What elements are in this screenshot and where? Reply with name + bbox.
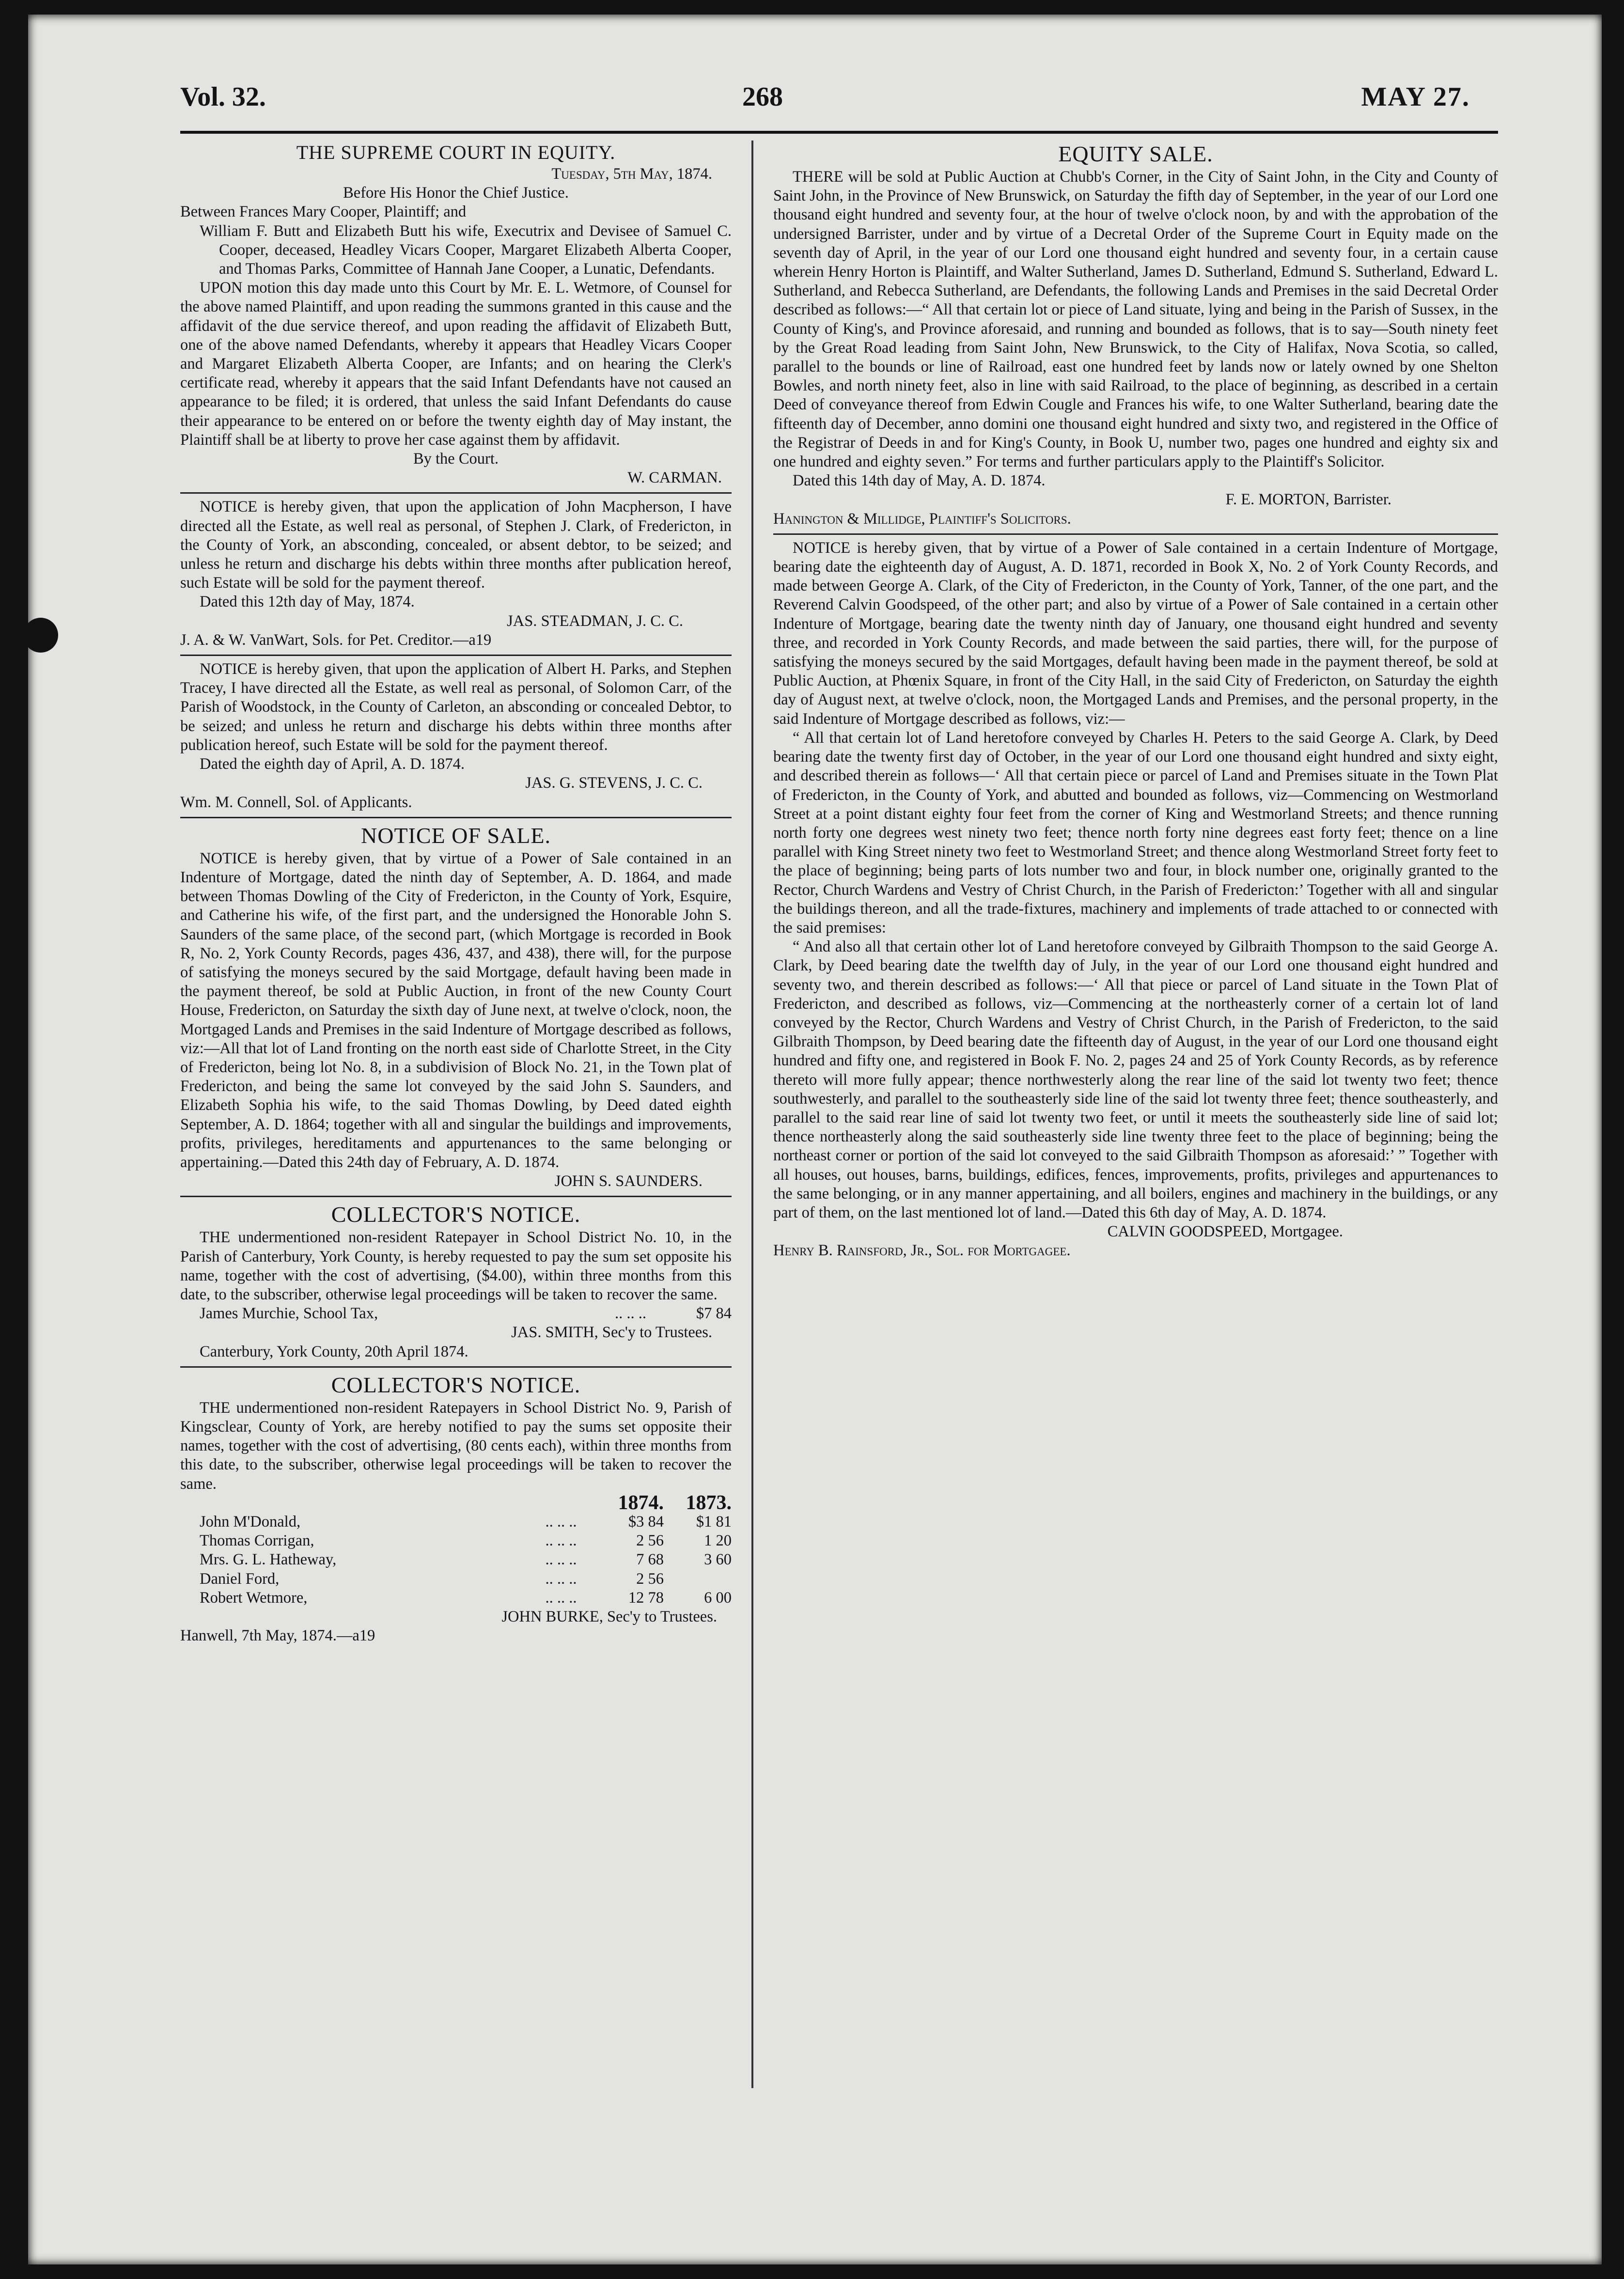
notice-solicitor: Wm. M. Connell, Sol. of Applicants.	[180, 793, 412, 811]
notice-before: Before His Honor the Chief Justice.	[343, 184, 569, 202]
notice-solicitor: Henry B. Rainsford, Jr., Sol. for Mortgagee.	[773, 1242, 1071, 1260]
parks-notice	[180, 660, 732, 812]
divider	[773, 533, 1498, 535]
notice-body: NOTICE is hereby given, that by virtue of a Power of Sale contained in an Indenture of Mortgage, dated the ninth day of September, A. D. 1864, and made between Thomas Dowling of the City of Fredericton, in the County of York, Esquire, and Catherine his wife, of the first part, and the undersigned the Honorable John S. Saunders of the same place, of the second part, (which Mortgage is recorded in Book R, No. 2, York County Records, pages 436, 437, and 438), there will, for the purpose of satisfying the moneys secured by the said Mortgage, default having been made in the payment thereof, be sold at Public Auction, in front of the new County Court House, Fredericton, on Saturday the sixth day of June next, at twelve o'clock, noon, the Mortgaged Lands and Premises in the said Indenture of Mortgage described as follows, viz:—All that lot of Land fronting on the north east side of Charlotte Street, in the City of Fredericton, being lot No. 8, in a subdivision of Block No. 21, in the Town plat of Fredericton, and being the same lot conveyed by the said John S. Saunders, and Elizabeth Sophia his wife, to the said Thomas Dowling, by Deed dated eighth September, A. D. 1864; together with all and singular the buildings and improvements, profits, privileges, hereditaments and appurtenances to the same belonging or appertaining.—Dated this 24th day of February, A. D. 1874.	[180, 849, 732, 1171]
amount-1873: 3 60	[704, 1551, 732, 1569]
notice-body: THERE will be sold at Public Auction at Chubb's Corner, in the City of Saint John, in the City and County of Saint John, in the Province of New Brunswick, on Saturday the fifth day of September, in the year of our Lord one thousand eight hundred and seventy four, at the hour of twelve o'clock noon, by and with the approbation of the undersigned Barrister, under and by virtue of a Decretal Order of the Supreme Court in Equity made on the seventh day of April, in the year of our Lord one thousand eight hundred and seventy four, in a certain cause wherein Henry Horton is Plaintiff, and Walter Sutherland, James D. Sutherland, Edmund S. Sutherland, Edward L. Sutherland, and Rebecca Sutherland, are Defendants, the following Lands and Premises in the said Decretal Order described as follows:—“ All that certain lot or piece of Land situate, lying and being in the Parish of Sussex, in the County of King's, and Province aforesaid, and running and bounded as follows, that is to say—South ninety feet by the Great Road leading from Saint John, New Brunswick, to the City of Halifax, Nova Scotia, so called, parallel to the bounds or line of Railroad, east one hundred feet by lands now or lately owned by one Shelton Bowles, and north ninety feet, also in line with said Railroad, to the place of beginning, as described in a certain Deed of conveyance thereof from Edwin Cougle and Frances his wife, to one Walter Sutherland, bearing date the fifteenth day of December, anno domini one thousand eight hundred and sixty two, and registered in the Office of the Registrar of Deeds in and for King's County, in Book U, number two, pages one hundred and eighty six and one hundred and eighty seven.” For terms and further particulars apply to the Plaintiff's Solicitor.	[773, 168, 1498, 471]
notice-dated: Dated this 14th day of May, A. D. 1874.	[793, 472, 1046, 490]
amount-1874: 2 56	[636, 1570, 664, 1588]
notice-signature: W. CARMAN.	[627, 469, 722, 487]
punch-hole	[23, 618, 58, 653]
amount-1874: 7 68	[636, 1551, 664, 1569]
divider	[180, 655, 732, 656]
ratepayer-table	[180, 1304, 732, 1323]
notice-signature: F. E. MORTON, Barrister.	[1225, 491, 1391, 509]
notice-body: THE undermentioned non-resident Ratepayers in School District No. 9, Parish of Kingsclear, County of York, are hereby notified to pay the sums set opposite their names, together with the cost of advertising, (80 cents each), within three months from this date, to the subscriber, otherwise legal proceedings will be taken to recover the same.	[180, 1399, 732, 1493]
ratepayer-name: Daniel Ford,	[200, 1570, 280, 1588]
notice-signature: JOHN S. SAUNDERS.	[554, 1172, 703, 1190]
table-row	[180, 1531, 732, 1550]
ratepayer-name: John M'Donald,	[200, 1513, 301, 1530]
leader-dots: .. .. ..	[545, 1513, 577, 1530]
amount-1874: $3 84	[628, 1513, 664, 1530]
page-header	[180, 81, 1470, 120]
right-column	[773, 140, 1498, 1261]
notice-place-date: Hanwell, 7th May, 1874.—a19	[180, 1627, 375, 1645]
amount-1874: 12 78	[628, 1589, 664, 1607]
notice-title: COLLECTOR'S NOTICE.	[331, 1372, 581, 1397]
notice-between: Between Frances Mary Cooper, Plaintiff; and	[180, 203, 467, 221]
year-1874-header: 1874.	[618, 1491, 664, 1514]
collectors-notice-canterbury	[180, 1201, 732, 1361]
leader-dots: .. .. ..	[545, 1589, 577, 1607]
amount-1873	[664, 1570, 732, 1589]
notice-parties: William F. Butt and Elizabeth Butt his wife, Executrix and Devisee of Samuel C. Cooper, deceased, Headley Vicars Cooper, Margaret Elizabeth Alberta Cooper, and Thomas Parks, Committee of Hannah Jane Cooper, a Lunatic, Defendants.	[200, 222, 732, 278]
page-number: 268	[742, 82, 783, 112]
notice-signature: JOHN BURKE, Sec'y to Trustees.	[501, 1608, 717, 1626]
leader-dots: .. .. ..	[545, 1551, 577, 1569]
notice-title: COLLECTOR'S NOTICE.	[331, 1202, 581, 1227]
divider	[180, 817, 732, 818]
notice-body: UPON motion this day made unto this Court by Mr. E. L. Wetmore, of Counsel for the above named Plaintiff, and upon reading the summons granted in this cause and the affidavit of the due service thereof, and upon reading the affidavit of Elizabeth Butt, one of the above named Defendants, whereby it appears that Headley Vicars Cooper and Margaret Elizabeth Alberta Cooper, are Infants; and on hearing the Clerk's certificate read, whereby it appears that the said Infant Defendants have not caused an appearance to be filed; it is ordered, that unless the said Infant Defendants do cause their appearance to be entered on or before the twenty eighth day of May instant, the Plaintiff shall be at liberty to prove her case against them by affidavit.	[180, 279, 732, 449]
notice-signature: JAS. G. STEVENS, J. C. C.	[525, 774, 703, 792]
notice-place-date: Canterbury, York County, 20th April 1874.	[200, 1342, 468, 1360]
leader-dots: .. .. ..	[545, 1532, 577, 1550]
table-row	[180, 1550, 732, 1569]
by-the-court: By the Court.	[413, 450, 499, 468]
leader-dots: .. .. ..	[545, 1570, 577, 1588]
ratepayer-name: Thomas Corrigan,	[200, 1532, 314, 1550]
notice-solicitors: Hanington & Millidge, Plaintiff's Solicitors.	[773, 510, 1071, 528]
supreme-court-equity-notice	[180, 140, 732, 487]
divider	[180, 1366, 732, 1368]
year-1873-header: 1873.	[686, 1491, 732, 1514]
notice-signature: JAS. SMITH, Sec'y to Trustees.	[511, 1324, 712, 1342]
column-rule	[751, 140, 753, 2088]
amount-1873: 6 00	[704, 1589, 732, 1607]
divider	[180, 492, 732, 494]
macpherson-notice	[180, 498, 732, 650]
amount: $7 84	[696, 1305, 732, 1323]
mortgage-sale-notice	[773, 539, 1498, 1261]
notice-paragraph-2: “ All that certain lot of Land heretofore conveyed by Charles H. Peters to the said George A. Clark, by Deed bearing date the twenty first day of October, in the year of our Lord one thousand eight hundred and sixty eight, and described therein as follows—‘ All that certain piece or parcel of Land and Premises situate in the Town Plat of Fredericton, in the County of York, and abutted and bounded as follows, viz—Commencing on Westmorland Street at a point distant eighty four feet from the corner of King and Westmorland Streets; and thence running north forty one degrees west ninety two feet; thence north forty nine degrees east forty feet; thence on a line parallel with King Street ninety two feet to Westmorland Street; and thence along Westmorland Street forty feet to the place of beginning; being parts of lots number two and four, in block number one, originally granted to the Rector, Church Wardens and Vestry of Christ Church, in the Parish of Fredericton:’ Together with all and singular the buildings thereon, and all the trade-fixtures, machinery and implements of trade attached to or connected with the said premises:	[773, 729, 1498, 937]
equity-sale-notice	[773, 140, 1498, 529]
notice-body: NOTICE is hereby given, that upon the application of Albert H. Parks, and Stephen Tracey, I have directed all the Estate, as well real as personal, of Solomon Carr, of the Parish of Woodstock, in the County of Carleton, an absconding or concealed Debtor, to be seized; and unless he return and discharge his debts within three months after publication hereof, such Estate will be sold for the payment thereof.	[180, 660, 732, 754]
ratepayer-name: Mrs. G. L. Hatheway,	[200, 1551, 337, 1569]
amount-1874: 2 56	[636, 1532, 664, 1550]
notice-signature: JAS. STEADMAN, J. C. C.	[507, 612, 683, 630]
notice-title: NOTICE OF SALE.	[361, 823, 551, 848]
header-rule	[180, 131, 1498, 134]
collectors-notice-kingsclear	[180, 1372, 732, 1646]
left-column	[180, 140, 732, 1645]
notice-paragraph-1: NOTICE is hereby given, that by virtue of a Power of Sale contained in a certain Indenture of Mortgage, bearing date the eighteenth day of August, A. D. 1871, recorded in Book X, No. 2 of York County Records, and made between George A. Clark, of the City of Fredericton, in the County of York, Tanner, of the one part, and the Reverend Calvin Goodspeed, of the other part; and also by virtue of a Power of Sale contained in a certain other Indenture of Mortgage, bearing date the twenty ninth day of January, one thousand eight hundred and seventy three, and recorded in York County Records, and made between the said parties, there will, for the purpose of satisfying the moneys secured by the said Mortgages, default having been made in the payment thereof, be sold at Public Auction, at Phœnix Square, in front of the City Hall, in the said City of Fredericton, on Saturday the eighth day of August next, at twelve o'clock, noon, the Mortgaged Lands and Premises, and the personal property, in the said Indenture of Mortgage described as follows, viz:—	[773, 539, 1498, 728]
notice-of-sale	[180, 822, 732, 1191]
issue-date: MAY 27.	[1361, 82, 1470, 112]
notice-body: NOTICE is hereby given, that upon the application of John Macpherson, I have directed all the Estate, as well real as personal, of Stephen J. Clark, of Fredericton, in the County of York, an absconding, concealed, or absent debtor, to be seized; and unless he return and discharge his debts within three months after publication hereof, such Estate will be sold for the payment thereof.	[180, 498, 732, 592]
notice-signature: CALVIN GOODSPEED, Mortgagee.	[1107, 1223, 1343, 1241]
amount-1873: 1 20	[704, 1532, 732, 1550]
ratepayer-name: Robert Wetmore,	[200, 1589, 308, 1607]
table-row	[180, 1304, 732, 1323]
volume-label: Vol. 32.	[180, 82, 266, 112]
table-header-row	[180, 1494, 732, 1513]
notice-date: Tuesday, 5th May, 1874.	[551, 165, 712, 183]
notice-body: THE undermentioned non-resident Ratepayer in School District No. 10, in the Parish of Canterbury, York County, is hereby requested to pay the sum set opposite his name, together with the cost of advertising, ($4.00), within three months from this date, to the subscriber, otherwise legal proceedings will be taken to recover the same.	[180, 1229, 732, 1303]
table-row	[180, 1589, 732, 1608]
notice-title: EQUITY SALE.	[1058, 141, 1213, 166]
leader-dots: .. .. ..	[614, 1305, 646, 1323]
table-row	[180, 1570, 732, 1589]
amount-1873: $1 81	[696, 1513, 732, 1530]
table-row	[180, 1513, 732, 1531]
notice-solicitors: J. A. & W. VanWart, Sols. for Pet. Creditor.—a19	[180, 631, 492, 649]
notice-dated: Dated the eighth day of April, A. D. 1874.	[200, 755, 465, 773]
notice-title: THE SUPREME COURT IN EQUITY.	[296, 141, 616, 163]
notice-dated: Dated this 12th day of May, 1874.	[200, 593, 415, 611]
divider	[180, 1196, 732, 1197]
notice-paragraph-3: “ And also all that certain other lot of Land heretofore conveyed by Gilbraith Thompson to the said George A. Clark, by Deed bearing date the twelfth day of July, in the year of our Lord one thousand eight hundred and seventy two, and therein described as follows:—‘ All that piece or parcel of Land situate in the Town Plat of Fredericton, and described as follows, viz—Commencing at the northeasterly corner of a certain lot of land conveyed by the Rector, Church Wardens and Vestry of Christ Church, in the Parish of Fredericton, to the said Gilbraith Thompson, by Deed bearing date the fifteenth day of August, in the year of our Lord one thousand eight hundred and fifty one, and registered in Book F. No. 2, pages 24 and 25 of York County Records, as by reference thereto will more fully appear; thence northwesterly along the rear line of the said lot twenty two feet; thence southwesterly, and parallel to the southeasterly side line of the said lot twenty three feet; thence southeasterly, and parallel to the said rear line of said lot twenty two feet, or until it meets the southeasterly side line of said lot; thence northeasterly along the said southeasterly side line twenty three feet to the place of beginning; being the northeast corner or portion of the said lot conveyed to the said Gilbraith Thompson as aforesaid:’ ” Together with all houses, out houses, barns, buildings, edifices, fences, improvements, profits, privileges and appurtenances to the same belonging, or in any manner appertaining, and all boilers, engines and machinery in the buildings, or any part of them, on the last mentioned lot of land.—Dated this 6th day of May, A. D. 1874.	[773, 938, 1498, 1221]
ratepayer-name: James Murchie, School Tax,	[200, 1305, 378, 1323]
ratepayers-table	[180, 1491, 732, 1608]
